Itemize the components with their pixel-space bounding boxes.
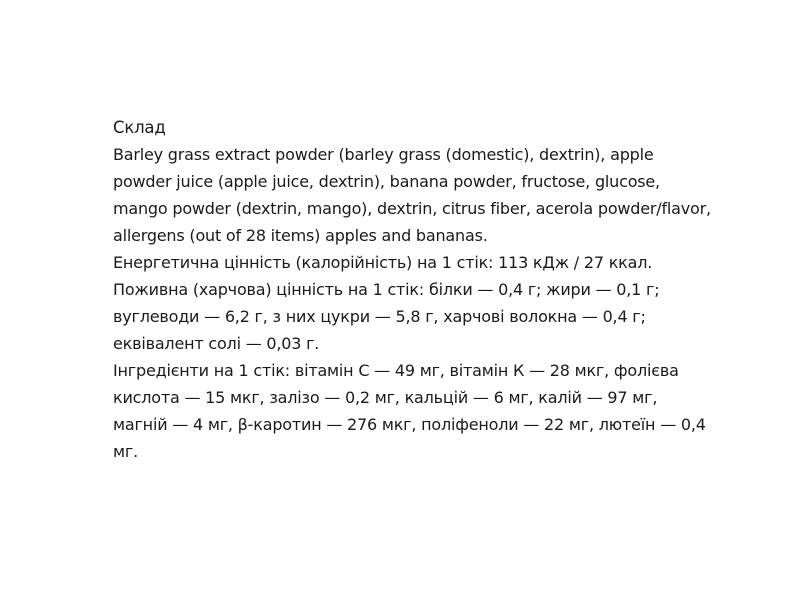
ingredients-text: Barley grass extract powder (barley grass (domestic), dextrin), apple powder juice (apple juice, dextrin), banana powder, fructose, glucose, mango powder (dextrin, mango), dextrin, citrus fiber, acerola powder/flavor, allergens (out of 28 items) apples and bananas.: [113, 145, 711, 245]
micronutrients-text: Інгредієнти на 1 стік: вітамін С — 49 мг, вітамін К — 28 мкг, фолієва кислота — 15 мкг, залізо — 0,2 мг, кальцій — 6 мг, калій — 97 мг, магній — 4 мг, β-каротин — 276 мкг, поліфеноли — 22 мг, лютеїн — 0,4 мг.: [113, 361, 706, 461]
composition-section: [113, 114, 713, 465]
energy-value-text: Енергетична цінність (калорійність) на 1 стік: 113 кДж / 27 ккал.: [113, 253, 653, 272]
composition-heading: Склад: [113, 118, 166, 137]
nutrition-value-text: Поживна (харчова) цінність на 1 стік: білки — 0,4 г; жири — 0,1 г; вуглеводи — 6,2 г, з них цукри — 5,8 г, харчові волокна — 0,4 г; еквівалент солі — 0,03 г.: [113, 280, 660, 353]
